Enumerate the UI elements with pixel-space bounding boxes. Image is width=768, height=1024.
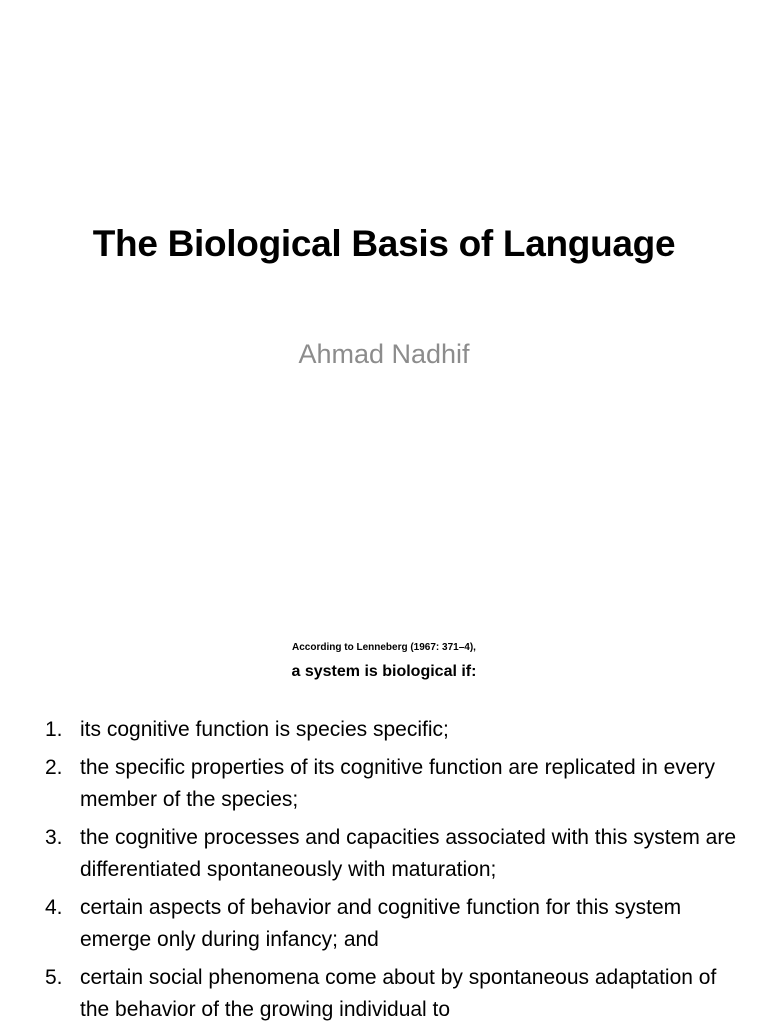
list-item-number: 1. — [45, 718, 63, 741]
author-name: Ahmad Nadhif — [298, 339, 470, 369]
list-item-number: 4. — [45, 896, 63, 919]
criteria-slide — [0, 600, 768, 1024]
list-item-text: certain aspects of behavior and cognitive function for this system emerge only during infancy; and — [80, 896, 682, 951]
list-item — [45, 714, 745, 746]
list-item-text: certain social phenomena come about by spontaneous adaptation of the behavior of the growing individual to — [80, 966, 717, 1021]
criteria-list — [45, 714, 745, 1024]
list-item-text: its cognitive function is species specific; — [80, 718, 449, 741]
list-item-number: 2. — [45, 756, 63, 779]
list-item-text: the specific properties of its cognitive function are replicated in every member of the species; — [80, 756, 715, 811]
list-item-text: the cognitive processes and capacities associated with this system are differentiated spontaneously with maturation; — [80, 826, 736, 881]
list-item-number: 5. — [45, 966, 63, 989]
list-item — [45, 752, 745, 816]
list-item-number: 3. — [45, 826, 63, 849]
list-item — [45, 962, 745, 1024]
criteria-heading: a system is biological if: — [291, 663, 477, 680]
slide-title: The Biological Basis of Language — [92, 223, 676, 264]
list-item — [45, 822, 745, 886]
source-citation: According to Lenneberg (1967: 371–4), — [292, 642, 476, 653]
list-item — [45, 892, 745, 956]
